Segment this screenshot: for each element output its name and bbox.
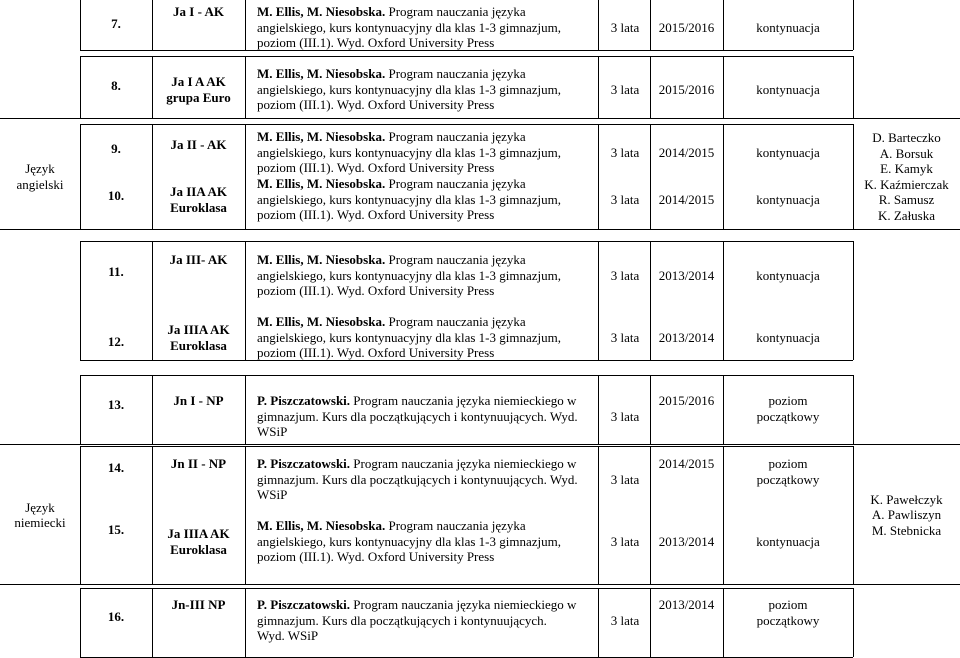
row-number: 15. — [107, 522, 125, 537]
cycle-length: 3 lata — [610, 81, 640, 97]
cycle-length: 3 lata — [610, 19, 640, 35]
school-year: 2015/2016 — [658, 393, 715, 408]
row-number: 8. — [111, 78, 121, 93]
cell-rule-v — [245, 375, 246, 444]
program-author: P. Piszczatowski. — [257, 597, 351, 612]
program-text: P. Piszczatowski. Program nauczania języka niemieckiego w gimnazjum. Kurs dla początkujących i kontynuujących. Wyd. WSiP — [257, 597, 577, 643]
cell-rule-v — [80, 124, 81, 229]
course-code: Jn I - NP — [173, 393, 224, 408]
cell-rule-v — [853, 0, 854, 50]
cell-rule-h — [80, 375, 853, 376]
cell-rule-v — [598, 446, 599, 584]
cell-rule-v — [853, 241, 854, 360]
cycle-length: 3 lata — [610, 144, 640, 160]
teacher-list: D. Barteczko A. Borsuk E. Kamyk K. Kaźmierczak R. Samusz K. Załuska — [864, 130, 949, 223]
cell-rule-h — [0, 444, 960, 445]
course-code: Ja I - AK — [173, 4, 224, 19]
course-code: Ja II - AK — [170, 137, 227, 152]
school-year: 2015/2016 — [658, 81, 715, 97]
row-number: 7. — [111, 16, 121, 31]
program-author: M. Ellis, M. Niesobska. — [257, 66, 386, 81]
school-year: 2014/2015 — [658, 191, 715, 207]
program-text: M. Ellis, M. Niesobska. Program nauczania języka angielskiego, kurs kontynuacyjny dla klas 1-3 gimnazjum, poziom (III.1). Wyd. Oxford University Press — [257, 252, 561, 298]
cell-rule-h — [0, 229, 960, 230]
subject-name: Język angielski — [16, 161, 64, 192]
cell-rule-h — [0, 584, 960, 585]
level: kontynuacja — [756, 191, 820, 207]
cell-rule-v — [853, 588, 854, 657]
course-code: Ja IIA AK Euroklasa — [169, 184, 228, 215]
cycle-length: 3 lata — [610, 191, 640, 207]
school-year: 2014/2015 — [658, 144, 715, 160]
level: poziom początkowy — [756, 456, 820, 487]
subject-name: Język niemiecki — [14, 499, 66, 530]
cell-rule-v — [598, 0, 599, 50]
cycle-length: 3 lata — [610, 329, 640, 345]
program-text: M. Ellis, M. Niesobska. Program nauczania języka angielskiego, kurs kontynuacyjny dla klas 1-3 gimnazjum, poziom (III.1). Wyd. Oxford University Press — [257, 176, 561, 222]
program-text: M. Ellis, M. Niesobska. Program nauczania języka angielskiego, kurs kontynuacyjny dla klas 1-3 gimnazjum, poziom (III.1). Wyd. Oxford University Press — [257, 314, 561, 360]
teacher-list: K. Pawełczyk A. Pawliszyn M. Stebnicka — [870, 491, 943, 538]
school-year: 2013/2014 — [658, 329, 715, 345]
cell-rule-v — [598, 241, 599, 360]
cell-rule-h — [80, 588, 853, 589]
cell-rule-v — [245, 446, 246, 584]
school-year: 2013/2014 — [658, 597, 715, 612]
program-author: M. Ellis, M. Niesobska. — [257, 518, 386, 533]
level: poziom początkowy — [756, 393, 820, 424]
program-text: P. Piszczatowski. Program nauczania języka niemieckiego w gimnazjum. Kurs dla początkujących i kontynuujących. Wyd. WSiP — [257, 456, 578, 502]
program-author: M. Ellis, M. Niesobska. — [257, 4, 386, 19]
cycle-length: 3 lata — [610, 267, 640, 283]
row-number: 12. — [107, 334, 125, 349]
level: kontynuacja — [756, 533, 820, 549]
program-text: M. Ellis, M. Niesobska. Program nauczania języka angielskiego, kurs kontynuacyjny dla klas 1-3 gimnazjum, poziom (III.1). Wyd. Oxford University Press — [257, 66, 561, 112]
course-code: Ja III- AK — [169, 252, 228, 267]
program-text: M. Ellis, M. Niesobska. Program nauczania języka angielskiego, kurs kontynuacyjny dla klas 1-3 gimnazjum, poziom (III.1). Wyd. Oxford University Press — [257, 4, 561, 50]
school-year: 2013/2014 — [658, 533, 715, 549]
level: kontynuacja — [756, 81, 820, 97]
course-code: Ja IIIA AK Euroklasa — [167, 526, 230, 557]
cell-rule-v — [245, 124, 246, 229]
course-code: Jn-III NP — [171, 597, 226, 612]
cell-rule-v — [245, 241, 246, 360]
row-number: 14. — [107, 460, 125, 475]
level: kontynuacja — [756, 329, 820, 345]
row-number: 9. — [111, 141, 121, 156]
cycle-length: 3 lata — [610, 471, 640, 487]
cell-rule-h — [0, 118, 960, 119]
cell-rule-h — [80, 446, 853, 447]
school-year: 2013/2014 — [658, 267, 715, 283]
program-text: P. Piszczatowski. Program nauczania języka niemieckiego w gimnazjum. Kurs dla początkujących i kontynuujących. Wyd. WSiP — [257, 393, 578, 439]
level: kontynuacja — [756, 144, 820, 160]
program-author: P. Piszczatowski. — [257, 393, 351, 408]
level: kontynuacja — [756, 267, 820, 283]
program-text: M. Ellis, M. Niesobska. Program nauczania języka angielskiego, kurs kontynuacyjny dla klas 1-3 gimnazjum, poziom (III.1). Wyd. Oxford University Press — [257, 518, 561, 564]
cell-rule-v — [245, 588, 246, 657]
cell-rule-h — [80, 56, 853, 57]
row-number: 10. — [107, 188, 125, 203]
cell-rule-v — [598, 124, 599, 229]
cell-rule-h — [80, 124, 853, 125]
cell-rule-v — [650, 124, 651, 229]
cell-rule-v — [598, 375, 599, 444]
school-year: 2014/2015 — [658, 456, 715, 471]
program-author: M. Ellis, M. Niesobska. — [257, 314, 386, 329]
cycle-length: 3 lata — [610, 612, 640, 628]
program-author: P. Piszczatowski. — [257, 456, 351, 471]
cell-rule-v — [598, 588, 599, 657]
program-text: M. Ellis, M. Niesobska. Program nauczania języka angielskiego, kurs kontynuacyjny dla klas 1-3 gimnazjum, poziom (III.1). Wyd. Oxford University Press — [257, 129, 561, 175]
course-code: Ja I A AK grupa Euro — [166, 74, 231, 105]
row-number: 11. — [108, 264, 124, 279]
cell-rule-h — [80, 241, 853, 242]
cell-rule-v — [723, 124, 724, 229]
program-author: M. Ellis, M. Niesobska. — [257, 176, 386, 191]
cell-rule-v — [245, 0, 246, 50]
program-author: M. Ellis, M. Niesobska. — [257, 129, 386, 144]
row-number: 16. — [107, 609, 125, 624]
cell-rule-v — [152, 375, 153, 444]
cycle-length: 3 lata — [610, 408, 640, 424]
program-author: M. Ellis, M. Niesobska. — [257, 252, 386, 267]
cycle-length: 3 lata — [610, 533, 640, 549]
cell-rule-v — [853, 375, 854, 444]
course-code: Ja IIIA AK Euroklasa — [167, 322, 230, 353]
cell-rule-v — [245, 56, 246, 118]
cell-rule-v — [650, 375, 651, 444]
level: kontynuacja — [756, 19, 820, 35]
cell-rule-v — [853, 56, 854, 118]
level: poziom początkowy — [756, 597, 820, 628]
course-code: Jn II - NP — [170, 456, 227, 471]
school-year: 2015/2016 — [658, 19, 715, 35]
row-number: 13. — [107, 397, 125, 412]
cell-rule-v — [598, 56, 599, 118]
